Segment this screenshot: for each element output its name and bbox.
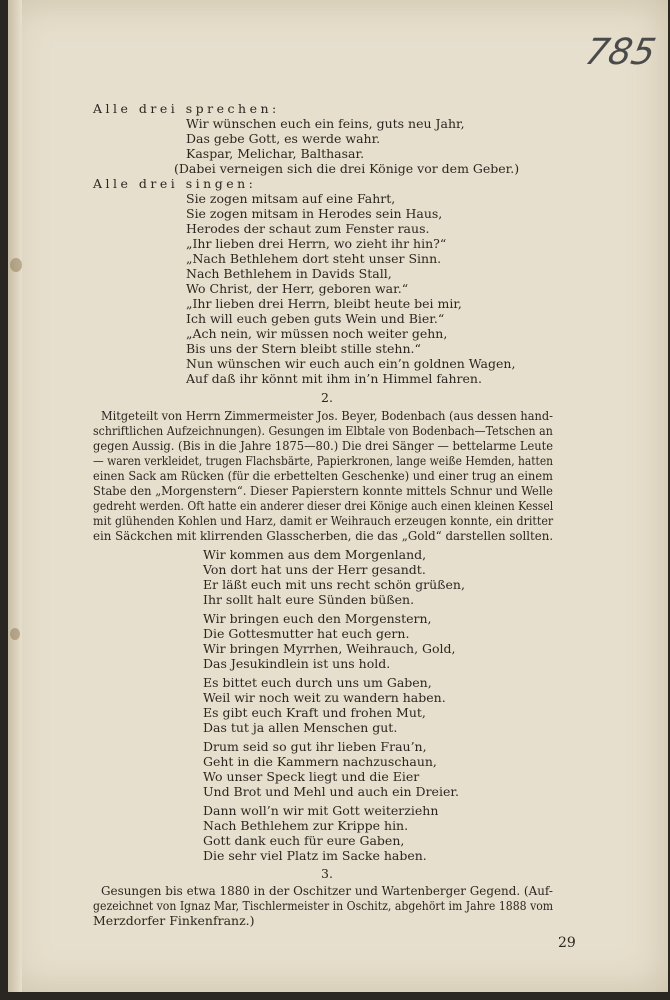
prose-line: Stabe den „Morgenstern“. Dieser Papierstern konnte mittels Schnur und Welle <box>93 483 553 498</box>
verse-line: „Ihr lieben drei Herrn, wo zieht ihr hin?“ <box>186 236 447 251</box>
section-number: 2. <box>321 390 333 405</box>
verse-line: „Nach Bethlehem dort steht unser Sinn. <box>186 251 442 266</box>
verse-line: Es gibt euch Kraft und frohen Mut, <box>203 705 426 720</box>
verse-line: Bis uns der Stern bleibt stille stehn.“ <box>186 341 421 356</box>
prose-line: Mitgeteilt von Herrn Zimmermeister Jos. Beyer, Bodenbach (aus dessen hand- <box>101 408 553 423</box>
verse-line: Wir bringen euch den Morgenstern, <box>203 611 432 626</box>
verse-line: Das gebe Gott, es werde wahr. <box>186 131 381 146</box>
prose-line: — waren verkleidet, trugen Flachsbärte, Papierkronen, lange weiße Hemden, hatten <box>93 453 554 468</box>
verse-line: Nach Bethlehem in Davids Stall, <box>186 266 392 281</box>
verse-line: „Ihr lieben drei Herrn, bleibt heute bei mir, <box>186 296 462 311</box>
prose-line: gedreht werden. Oft hatte ein anderer dieser drei Könige auch einen kleinen Kessel <box>93 498 554 513</box>
prose-line: schriftlichen Aufzeichnungen). Gesungen im Elbtale von Bodenbach—Tetschen an <box>93 423 553 438</box>
prose-line: Gesungen bis etwa 1880 in der Oschitzer und Wartenberger Gegend. (Auf- <box>101 883 553 898</box>
section-number: 3. <box>321 866 333 881</box>
age-stain <box>10 258 22 272</box>
book-page <box>8 0 668 992</box>
handwritten-page-annotation: 785 <box>581 32 660 73</box>
speaker-label-sung: Alle drei singen: <box>93 176 257 191</box>
verse-line: Wir bringen Myrrhen, Weihrauch, Gold, <box>203 641 456 656</box>
prose-line: gegen Aussig. (Bis in die Jahre 1875—80.) Die drei Sänger — bettelarme Leute <box>93 438 554 453</box>
verse-line: Von dort hat uns der Herr gesandt. <box>203 562 426 577</box>
page-number: 29 <box>558 935 576 951</box>
verse-line: Die sehr viel Platz im Sacke haben. <box>203 848 427 863</box>
verse-line: Geht in die Kammern nachzuschaun, <box>203 754 437 769</box>
verse-line: Auf daß ihr könnt mit ihm in’n Himmel fahren. <box>186 371 482 386</box>
verse-line: „Ach nein, wir müssen noch weiter gehn, <box>186 326 448 341</box>
stage-direction: (Dabei verneigen sich die drei Könige vor dem Geber.) <box>174 161 520 176</box>
verse-line: Ich will euch geben guts Wein und Bier.“ <box>186 311 445 326</box>
verse-line: Drum seid so gut ihr lieben Frau’n, <box>203 739 427 754</box>
verse-line: Kaspar, Melichar, Balthasar. <box>186 146 365 161</box>
verse-line: Es bittet euch durch uns um Gaben, <box>203 675 432 690</box>
verse-line: Ihr sollt halt eure Sünden büßen. <box>203 592 415 607</box>
page-binding-edge <box>8 0 22 992</box>
verse-line: Nach Bethlehem zur Krippe hin. <box>203 818 409 833</box>
verse-line: Das Jesukindlein ist uns hold. <box>203 656 391 671</box>
verse-line: Sie zogen mitsam in Herodes sein Haus, <box>186 206 443 221</box>
verse-line: Nun wünschen wir euch auch ein’n goldnen Wagen, <box>186 356 516 371</box>
prose-line: ein Säckchen mit klirrenden Glasscherben, die das „Gold“ darstellen sollten. <box>93 528 554 543</box>
prose-line: einen Sack am Rücken (für die erbettelten Geschenke) und einer trug an einem <box>93 468 553 483</box>
verse-line: Herodes der schaut zum Fenster raus. <box>186 221 430 236</box>
verse-line: Wo unser Speck liegt und die Eier <box>203 769 420 784</box>
verse-line: Wir wünschen euch ein feins, guts neu Jahr, <box>186 116 465 131</box>
verse-line: Die Gottesmutter hat euch gern. <box>203 626 410 641</box>
age-stain <box>10 628 20 640</box>
prose-line: mit glühenden Kohlen und Harz, damit er Weihrauch erzeugen konnte, ein dritter <box>93 513 554 528</box>
verse-line: Gott dank euch für eure Gaben, <box>203 833 405 848</box>
verse-line: Sie zogen mitsam auf eine Fahrt, <box>186 191 396 206</box>
verse-line: Und Brot und Mehl und auch ein Dreier. <box>203 784 459 799</box>
prose-line: gezeichnet von Ignaz Mar, Tischlermeister in Oschitz, abgehört im Jahre 1888 vom <box>93 898 554 913</box>
verse-line: Wo Christ, der Herr, geboren war.“ <box>186 281 409 296</box>
verse-line: Wir kommen aus dem Morgenland, <box>203 547 427 562</box>
prose-line: Merzdorfer Finkenfranz.) <box>93 913 255 928</box>
verse-line: Er läßt euch mit uns recht schön grüßen, <box>203 577 465 592</box>
speaker-label-spoken: Alle drei sprechen: <box>93 101 280 116</box>
verse-line: Weil wir noch weit zu wandern haben. <box>203 690 446 705</box>
verse-line: Das tut ja allen Menschen gut. <box>203 720 398 735</box>
verse-line: Dann woll’n wir mit Gott weiterziehn <box>203 803 439 818</box>
